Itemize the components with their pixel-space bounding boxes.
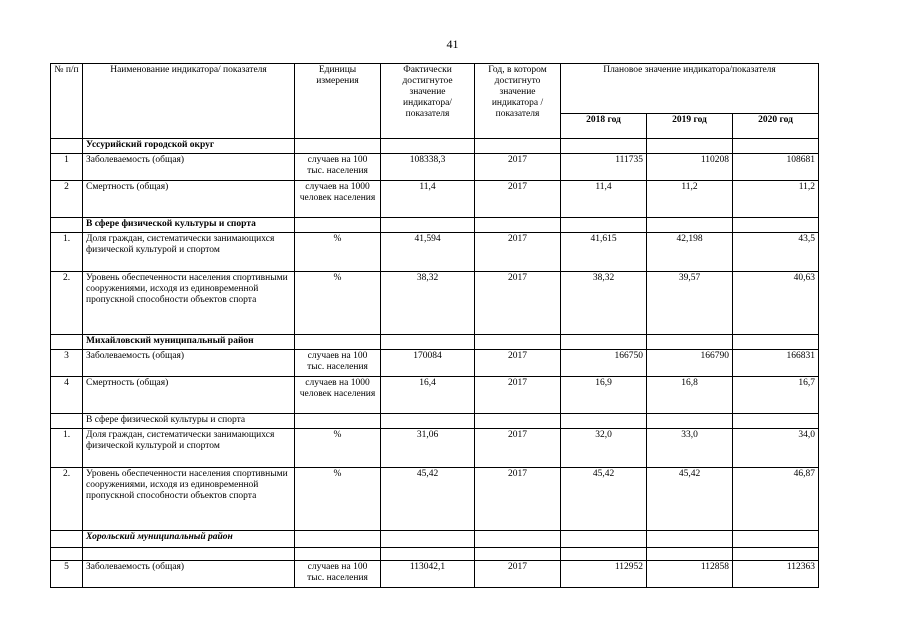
row-2019: 112858 <box>647 561 733 588</box>
section-title: Михайловский муниципальный район <box>83 335 295 350</box>
table-row <box>51 377 819 414</box>
row-2020: 11,2 <box>733 181 819 218</box>
row-2019: 42,198 <box>647 233 733 272</box>
header-planned: Плановое значение индикатора/показателя <box>561 64 819 114</box>
row-2020: 40,63 <box>733 272 819 335</box>
header-2018: 2018 год <box>561 113 647 138</box>
row-num: 1. <box>51 429 83 468</box>
row-num: 2. <box>51 468 83 531</box>
row-2019: 16,8 <box>647 377 733 414</box>
section-row <box>51 335 819 350</box>
row-year: 2017 <box>475 377 561 414</box>
row-year: 2017 <box>475 181 561 218</box>
row-units: случаев на 1000 человек населения <box>295 181 381 218</box>
row-2019: 39,57 <box>647 272 733 335</box>
row-2019: 33,0 <box>647 429 733 468</box>
header-2019: 2019 год <box>647 113 733 138</box>
row-2018: 11,4 <box>561 181 647 218</box>
section-title: В сфере физической культуры и спорта <box>83 414 295 429</box>
section-row <box>51 139 819 154</box>
table-row <box>51 233 819 272</box>
row-actual: 45,42 <box>381 468 475 531</box>
row-year: 2017 <box>475 272 561 335</box>
row-2019: 110208 <box>647 154 733 181</box>
row-name: Заболеваемость (общая) <box>83 154 295 181</box>
page-number: 41 <box>446 37 459 51</box>
section-title: Хорольский муниципальный район <box>83 531 295 548</box>
row-num: 2 <box>51 181 83 218</box>
header-year: Год, в котором достигнуто значение индикатора /показателя <box>475 64 561 139</box>
row-num: 1 <box>51 154 83 181</box>
row-num: 4 <box>51 377 83 414</box>
header-num: № п/п <box>51 64 83 139</box>
section-title: Уссурийский городской округ <box>83 139 295 154</box>
row-name: Смертность (общая) <box>83 181 295 218</box>
row-actual: 41,594 <box>381 233 475 272</box>
row-num: 2. <box>51 272 83 335</box>
row-num: 1. <box>51 233 83 272</box>
row-num: 5 <box>51 561 83 588</box>
row-units: случаев на 100 тыс. населения <box>295 561 381 588</box>
section-row <box>51 218 819 233</box>
row-actual: 170084 <box>381 350 475 377</box>
table-row <box>51 350 819 377</box>
row-2018: 16,9 <box>561 377 647 414</box>
row-name: Уровень обеспеченности населения спортивными сооружениями, исходя из единовременной пропускной способности объектов спорта <box>83 272 295 335</box>
header-actual: Фактически достигнутое значение индикатора/ показателя <box>381 64 475 139</box>
row-2020: 166831 <box>733 350 819 377</box>
row-2020: 16,7 <box>733 377 819 414</box>
header-row <box>51 64 819 114</box>
row-units: случаев на 1000 человек населения <box>295 377 381 414</box>
row-actual: 38,32 <box>381 272 475 335</box>
row-name: Заболеваемость (общая) <box>83 350 295 377</box>
row-year: 2017 <box>475 233 561 272</box>
row-2020: 108681 <box>733 154 819 181</box>
row-units: случаев на 100 тыс. населения <box>295 154 381 181</box>
row-2018: 45,42 <box>561 468 647 531</box>
row-year: 2017 <box>475 468 561 531</box>
row-2019: 166790 <box>647 350 733 377</box>
row-actual: 31,06 <box>381 429 475 468</box>
row-units: % <box>295 272 381 335</box>
row-2020: 34,0 <box>733 429 819 468</box>
row-2018: 38,32 <box>561 272 647 335</box>
table-row <box>51 181 819 218</box>
header-units: Единицы измерения <box>295 64 381 139</box>
row-2018: 112952 <box>561 561 647 588</box>
row-actual: 108338,3 <box>381 154 475 181</box>
table-row <box>51 468 819 531</box>
row-2018: 111735 <box>561 154 647 181</box>
row-units: % <box>295 233 381 272</box>
row-actual: 16,4 <box>381 377 475 414</box>
row-units: % <box>295 468 381 531</box>
row-2020: 43,5 <box>733 233 819 272</box>
table-row <box>51 154 819 181</box>
row-2018: 166750 <box>561 350 647 377</box>
row-units: % <box>295 429 381 468</box>
row-name: Смертность (общая) <box>83 377 295 414</box>
row-num: 3 <box>51 350 83 377</box>
row-2018: 32,0 <box>561 429 647 468</box>
row-actual: 113042,1 <box>381 561 475 588</box>
row-2019: 45,42 <box>647 468 733 531</box>
row-year: 2017 <box>475 429 561 468</box>
table-row <box>51 561 819 588</box>
row-actual: 11,4 <box>381 181 475 218</box>
row-2018: 41,615 <box>561 233 647 272</box>
section-row <box>51 531 819 548</box>
row-2020: 46,87 <box>733 468 819 531</box>
row-name: Заболеваемость (общая) <box>83 561 295 588</box>
header-2020: 2020 год <box>733 113 819 138</box>
row-name: Доля граждан, систематически занимающихся физической культурой и спортом <box>83 429 295 468</box>
row-year: 2017 <box>475 561 561 588</box>
row-units: случаев на 100 тыс. населения <box>295 350 381 377</box>
header-name: Наименование индикатора/ показателя <box>83 64 295 139</box>
indicators-table <box>50 63 819 588</box>
section-row <box>51 414 819 429</box>
row-year: 2017 <box>475 350 561 377</box>
table-row <box>51 272 819 335</box>
section-title: В сфере физической культуры и спорта <box>83 218 295 233</box>
row-name: Уровень обеспеченности населения спортивными сооружениями, исходя из единовременной пропускной способности объектов спорта <box>83 468 295 531</box>
row-2019: 11,2 <box>647 181 733 218</box>
table-row <box>51 429 819 468</box>
empty-row <box>51 548 819 561</box>
row-name: Доля граждан, систематически занимающихся физической культурой и спортом <box>83 233 295 272</box>
row-year: 2017 <box>475 154 561 181</box>
row-2020: 112363 <box>733 561 819 588</box>
